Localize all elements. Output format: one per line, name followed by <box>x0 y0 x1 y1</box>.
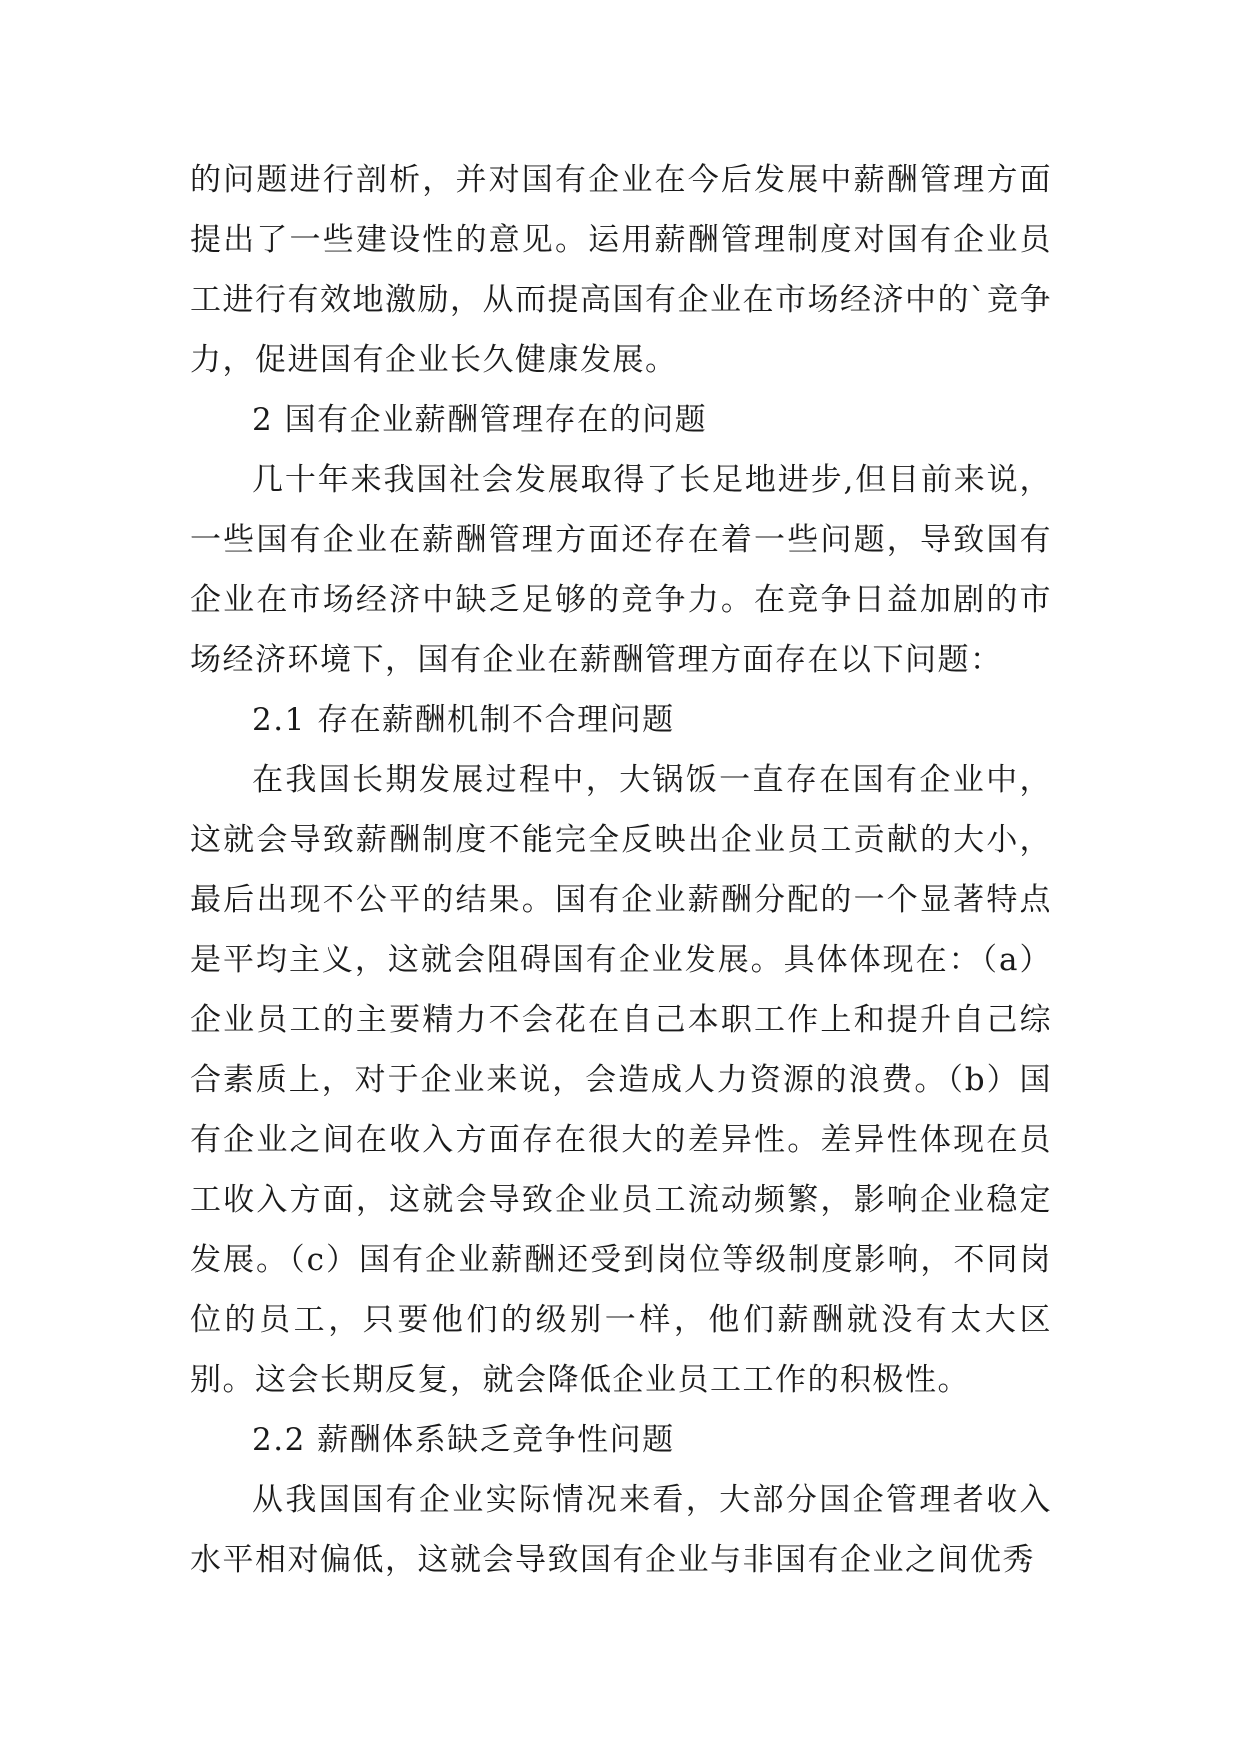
paragraph-section-2-2: 从我国国有企业实际情况来看，大部分国企管理者收入水平相对偏低，这就会导致国有企业与非国有企业之间优秀 <box>190 1482 1052 1578</box>
document-page <box>190 150 1052 1590</box>
paragraph-intro-continuation: 的问题进行剖析，并对国有企业在今后发展中薪酬管理方面提出了一些建设性的意见。运用薪酬管理制度对国有企业员工进行有效地激励，从而提高国有企业在市场经济中的`竞争力，促进国有企业长久健康发展。 <box>190 162 1052 378</box>
paragraph-section-2: 几十年来我国社会发展取得了长足地进步,但目前来说，一些国有企业在薪酬管理方面还存在着一些问题，导致国有企业在市场经济中缺乏足够的竞争力。在竞争日益加剧的市场经济环境下，国有企业在薪酬管理方面存在以下问题： <box>190 462 1052 678</box>
section-heading-2-1: 2.1 存在薪酬机制不合理问题 <box>252 702 675 738</box>
paragraph-section-2-1: 在我国长期发展过程中，大锅饭一直存在国有企业中，这就会导致薪酬制度不能完全反映出企业员工贡献的大小，最后出现不公平的结果。国有企业薪酬分配的一个显著特点是平均主义，这就会阻碍国有企业发展。具体体现在：（a）企业员工的主要精力不会花在自己本职工作上和提升自己综合素质上，对于企业来说，会造成人力资源的浪费。（b）国有企业之间在收入方面存在很大的差异性。差异性体现在员工收入方面，这就会导致企业员工流动频繁，影响企业稳定发展。（c）国有企业薪酬还受到岗位等级制度影响，不同岗位的员工，只要他们的级别一样，他们薪酬就没有太大区别。这会长期反复，就会降低企业员工工作的积极性。 <box>190 762 1052 1398</box>
section-heading-2-2: 2.2 薪酬体系缺乏竞争性问题 <box>252 1422 675 1458</box>
section-heading-2: 2 国有企业薪酬管理存在的问题 <box>252 402 708 438</box>
